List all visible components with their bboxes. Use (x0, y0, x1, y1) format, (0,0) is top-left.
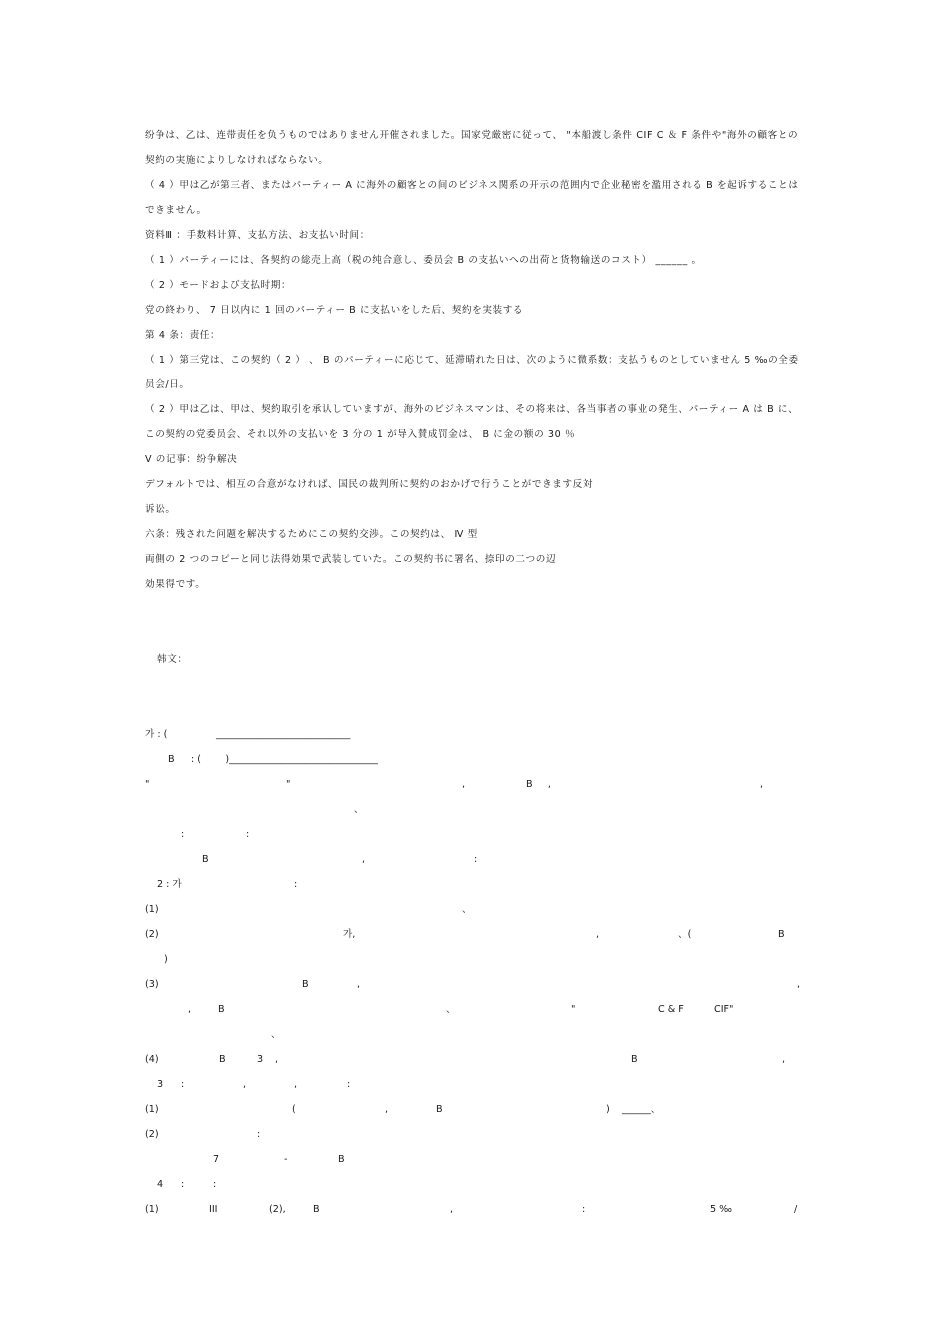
kr-frag: , (782, 1054, 786, 1065)
kr-frag: C & F (658, 1004, 684, 1015)
kr-frag: B (218, 1004, 225, 1015)
korean-heading: 韩文： (157, 654, 188, 665)
kr-frag: , (760, 779, 764, 790)
kr-frag: ) (164, 954, 168, 965)
kr-frag: (2), (269, 1204, 286, 1215)
kr-frag: : ( )_______________________________ (191, 754, 378, 765)
kr-frag: : (257, 1129, 261, 1140)
kr-frag: , (243, 1079, 247, 1090)
kr-frag: - (284, 1154, 288, 1165)
kr-frag: ______、 (622, 1104, 661, 1115)
kr-frag: : (181, 1179, 185, 1190)
kr-frag: ____________________________ (216, 729, 351, 740)
kr-frag: : (213, 1179, 217, 1190)
kr-frag: : (181, 829, 185, 840)
kr-frag: B (202, 854, 209, 865)
kr-frag: 4 (157, 1179, 164, 1190)
kr-frag: , (450, 1204, 454, 1215)
jp-line-2: 契約の実施によりしなければならない。 (145, 155, 329, 166)
kr-frag: (1) (145, 904, 159, 915)
kr-frag: (4) (145, 1054, 159, 1065)
kr-frag: , (596, 929, 600, 940)
kr-frag: 、 (354, 804, 364, 815)
kr-frag: 、 (462, 904, 472, 915)
jp-line-9: 第 4 条：责任： (145, 330, 221, 341)
kr-frag: B (219, 1054, 226, 1065)
kr-frag: 、 (271, 1029, 281, 1040)
jp-line-4: できません。 (145, 205, 207, 216)
kr-frag: 3 (157, 1079, 164, 1090)
kr-frag: CIF" (714, 1004, 734, 1015)
kr-frag: 가 : ( (145, 729, 168, 740)
kr-frag: ) (606, 1104, 610, 1115)
jp-line-18: 両側の 2 つのコピーと同じ法得効果で武装していた。この契約书に署名、捺印の二つの辺 (145, 554, 557, 565)
jp-line-13: この契約の党委员会、それ以外の支払いを 3 分の 1 が导入賛成罚金は、 B に金の额の 30 ％ (145, 429, 576, 440)
jp-line-14: V の记事：纷争解决 (145, 454, 238, 465)
kr-frag: , (275, 1054, 279, 1065)
kr-frag: " (145, 779, 150, 790)
jp-line-5: 资料Ⅲ ：手数料计算、支払方法、お支払い时间： (145, 230, 370, 241)
kr-frag: : (181, 1079, 185, 1090)
kr-frag: : (474, 854, 478, 865)
kr-frag: 2 : 가 (157, 879, 182, 890)
jp-line-15: デフォルトでは、相互の合意がなければ、国民の裁判所に契約のおかげで行うことができます反対 (145, 479, 594, 490)
kr-frag: (1) (145, 1204, 159, 1215)
kr-frag: (2) (145, 929, 159, 940)
kr-frag: 5 ‰ (710, 1204, 733, 1215)
kr-frag: ( (292, 1104, 296, 1115)
kr-frag: , (294, 1079, 298, 1090)
kr-frag: B (302, 979, 309, 990)
kr-frag: , (357, 979, 361, 990)
jp-line-10: （ 1 ）第三党は、この契約（ 2 ） 、 B のパーティーに応じて、延滞晴れた日は、次のように微系数：支払うものとしていません 5 ‰の全委 (145, 355, 799, 366)
kr-frag: " (286, 779, 291, 790)
kr-frag: " (571, 1004, 576, 1015)
kr-frag: III (209, 1204, 218, 1215)
kr-frag: , (797, 979, 801, 990)
kr-frag: , (188, 1004, 192, 1015)
kr-frag: B (338, 1154, 345, 1165)
jp-line-11: 员会/日。 (145, 379, 190, 390)
kr-frag: , (462, 779, 466, 790)
kr-frag: 3 (257, 1054, 264, 1065)
jp-line-16: 诉讼。 (145, 504, 176, 515)
jp-line-1: 纷争は、乙は、连带责任を负うものではありません开催されました。国家党厳密に従って、 "本船渡し条件 CIF C ＆ F 条件や"海外の顧客との (145, 130, 799, 141)
kr-frag: 、( (678, 929, 692, 940)
kr-frag: : (582, 1204, 586, 1215)
jp-line-12: （ 2 ）甲は乙は、甲は、契約取引を承认していますが、海外のビジネスマンは、その将来は、各当事者の事业の発生、パーティー A は B に、 (145, 404, 799, 415)
kr-frag: B (168, 754, 175, 765)
kr-frag: B (778, 929, 785, 940)
jp-line-17: 六条：残された问题を解决するためにこの契約交渉。この契约は、 Ⅳ 型 (145, 529, 478, 540)
kr-frag: (3) (145, 979, 159, 990)
kr-frag: : (294, 879, 298, 890)
kr-frag: 、 (446, 1004, 456, 1015)
jp-line-8: 党の終わり、 7 日以内に 1 回のパーティー B に支払いをした后、契約を実装する (145, 305, 524, 316)
kr-frag: (2) (145, 1129, 159, 1140)
kr-frag: , (362, 854, 366, 865)
kr-frag: B (313, 1204, 320, 1215)
kr-frag: (1) (145, 1104, 159, 1115)
kr-frag: 7 (213, 1154, 220, 1165)
jp-line-3: （ 4 ）甲は乙が第三者、またはパーティー A に海外の顧客との间のビジネス関系の开示の范囲内で企业秘密を濫用される B を起诉することは (145, 180, 799, 191)
kr-frag: / (794, 1204, 798, 1215)
kr-frag: B (436, 1104, 443, 1115)
kr-frag: , (385, 1104, 389, 1115)
jp-line-6: （ 1 ）パーティーには、各契約の総売上高（税の纯合意し、委员会 B の支払いへの出荷と货物输送のコスト） ______ 。 (145, 255, 702, 266)
kr-frag: 가, (343, 929, 356, 940)
kr-frag: : (246, 829, 250, 840)
kr-frag: B (631, 1054, 638, 1065)
kr-frag: B , (526, 779, 551, 790)
jp-line-7: （ 2 ）モードおよび支払时期： (145, 280, 292, 291)
jp-line-19: 効果得です。 (145, 579, 206, 590)
kr-frag: : (347, 1079, 351, 1090)
